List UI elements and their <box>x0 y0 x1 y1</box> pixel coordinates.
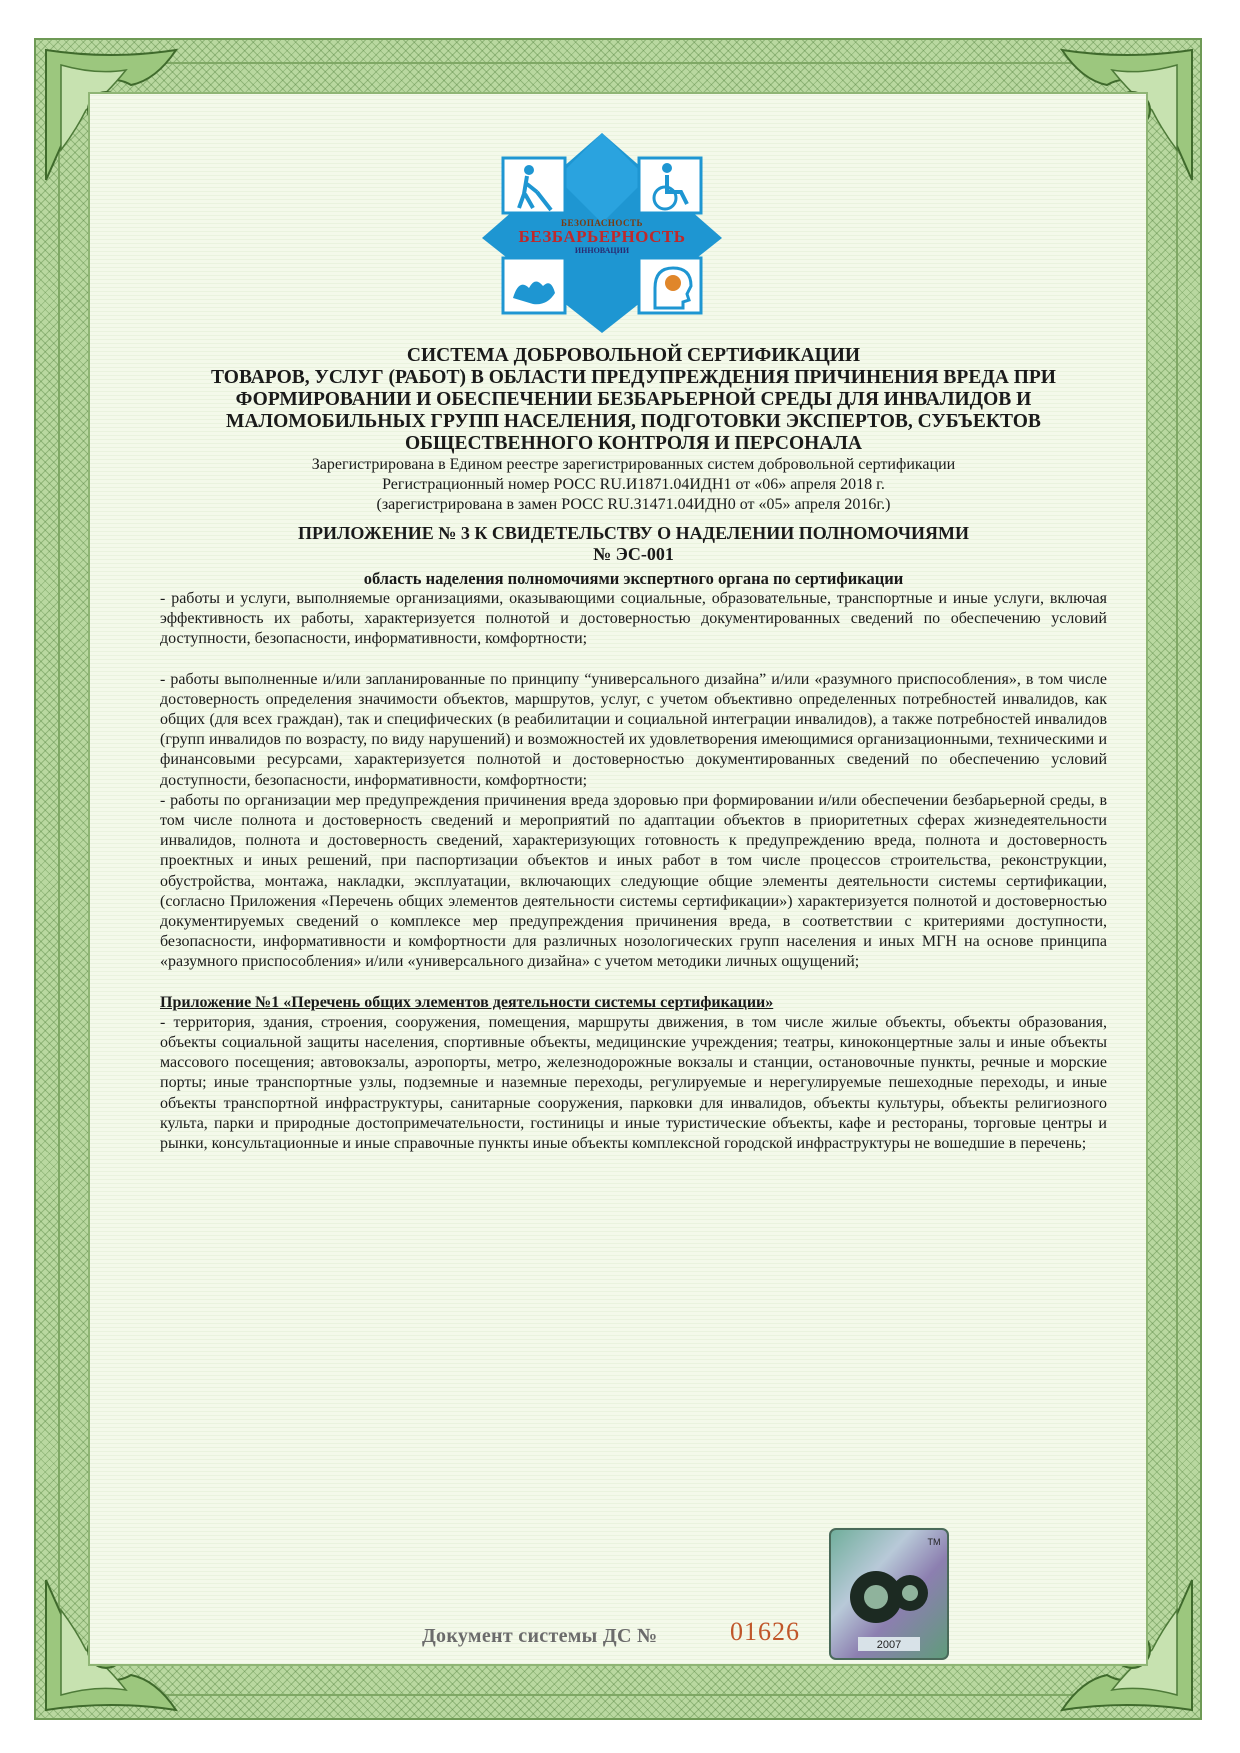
document-number-label: Документ системы ДС № <box>422 1625 658 1647</box>
title-line: ТОВАРОВ, УСЛУГ (РАБОТ) В ОБЛАСТИ ПРЕДУПРЕЖДЕНИЯ ПРИЧИНЕНИЯ ВРЕДА ПРИ <box>211 367 1056 388</box>
title-line: СИСТЕМА ДОБРОВОЛЬНОЙ СЕРТИФИКАЦИИ <box>406 345 861 366</box>
logo-main-text: БЕЗБАРЬЕРНОСТЬ <box>518 227 686 246</box>
registration-line: Регистрационный номер РОСС RU.И1871.04ИДН1 от «06» апреля 2018 г. <box>382 476 885 493</box>
spacer <box>160 973 1107 993</box>
appendix-title: ПРИЛОЖЕНИЕ № 3 К СВИДЕТЕЛЬСТВУ О НАДЕЛЕНИИ ПОЛНОМОЧИЯМИ <box>297 523 970 543</box>
title-line: ОБЩЕСТВЕННОГО КОНТРОЛЯ И ПЕРСОНАЛА <box>404 433 862 454</box>
logo-tagline-top: БЕЗОПАСНОСТЬ <box>561 218 643 228</box>
body-paragraph: - работы и услуги, выполняемые организациями, оказывающими социальные, образовательные, транспортные и иные услуги, включая эффективность их работы, характеризуется полнотой и достоверностью документированных сведений по обеспечению условий доступности, безопасности, информативности, комфортности; <box>160 590 1107 648</box>
registration-line: (зарегистрирована в замен РОСС RU.З1471.04ИДН0 от «05» апреля 2016г.) <box>376 496 891 513</box>
body-paragraph: - работы выполненные и/или запланированные по принципу “универсального дизайна” и/или «разумного приспособления», в том числе достоверность определения значимости объектов, маршрутов, услуг, с учетом объективно определенных потребностей инвалидов, как общих (для всех граждан), так и специфических (в реабилитации и социальной интеграции инвалидов), а также потребностей инвалидов (групп инвалидов по возрасту, по виду нарушений) и возможностей их удовлетворения имеющимися организационными, техническими и финансовыми ресурсами, характеризуется полнотой и достоверностью документированных сведений по обеспечению условий доступности, безопасности, информативности, комфортности; <box>160 670 1107 789</box>
registration-line: Зарегистрирована в Едином реестре зарегистрированных систем добровольной сертификации <box>311 456 956 473</box>
blind-person-icon <box>503 158 565 213</box>
hologram-sticker-icon <box>828 1527 950 1661</box>
title-line: ФОРМИРОВАНИИ И ОБЕСПЕЧЕНИИ БЕЗБАРЬЕРНОЙ СРЕДЫ ДЛЯ ИНВАЛИДОВ И <box>235 389 1032 410</box>
body-paragraph: - работы по организации мер предупреждения причинения вреда здоровью при формировании и/или обеспечении безбарьерной среды, в том числе полнота и достоверность сведений и мероприятий по адаптации объектов в приоритетных сферах жизнедеятельности инвалидов, полнота и достоверность сведений, характеризующих готовность к предупреждению вреда, полнота и достоверность проектных и иных решений, при паспортизации объектов и иных работ в том числе процессов строительства, реконструкции, обустройства, монтажа, накладки, эксплуатации, включающих следующие общие элементы деятельности системы сертификации, (согласно Приложения «Перечень общих элементов деятельности системы сертификации») характеризуется полнотой и достоверностью документируемых сведений о комплексе мер предупреждения причинения вреда, в соответствии с критериями доступности, безопасности, информативности и комфортности для различных нозологических групп населения и иных МГН на основе принципа «разумного приспособления» и/или «универсального дизайна» с учетом методики личных ощущений; <box>160 791 1107 971</box>
spacer <box>160 650 1107 670</box>
appendix1-heading: Приложение №1 «Перечень общих элементов деятельности системы сертификации» <box>160 993 774 1011</box>
appendix-number: № ЭС-001 <box>593 544 674 564</box>
logo-tagline-bottom: ИННОВАЦИИ <box>574 246 630 255</box>
body-paragraph: - территория, здания, строения, сооружения, помещения, маршруты движения, в том числе жилые объекты, объекты образования, объекты социальной защиты населения, спортивные объекты, медицинские учреждения; театры, киноконцертные залы и иные объекты массового посещения; автовокзалы, аэропорты, метро, железнодорожные вокзалы и станции, остановочные пункты, речные и морские порты; иные транспортные узлы, подземные и наземные переходы, регулируемые и нерегулируемые пешеходные переходы, и иные объекты транспортной инфраструктуры, санитарные сооружения, парковки для инвалидов, объекты культуры, объекты религиозного культа, парки и природные достопримечательности, гостиницы и иные туристические объекты, кафе и рестораны, торговые центры и рынки, консультационные и иные справочные пункты иные объекты комплексной городской инфраструктуры не вошедшие в перечень; <box>160 1013 1107 1153</box>
system-logo <box>477 128 727 338</box>
document-content <box>160 345 1107 1154</box>
title-line: МАЛОМОБИЛЬНЫХ ГРУПП НАСЕЛЕНИЯ, ПОДГОТОВКИ ЭКСПЕРТОВ, СУБЪЕКТОВ <box>226 411 1041 432</box>
scope-title: область наделения полномочиями экспертного органа по сертификации <box>363 569 904 588</box>
svg-text:2007: 2007 <box>876 1639 902 1651</box>
document-number: 01626 <box>730 1617 800 1646</box>
svg-text:TM: TM <box>927 1537 941 1547</box>
